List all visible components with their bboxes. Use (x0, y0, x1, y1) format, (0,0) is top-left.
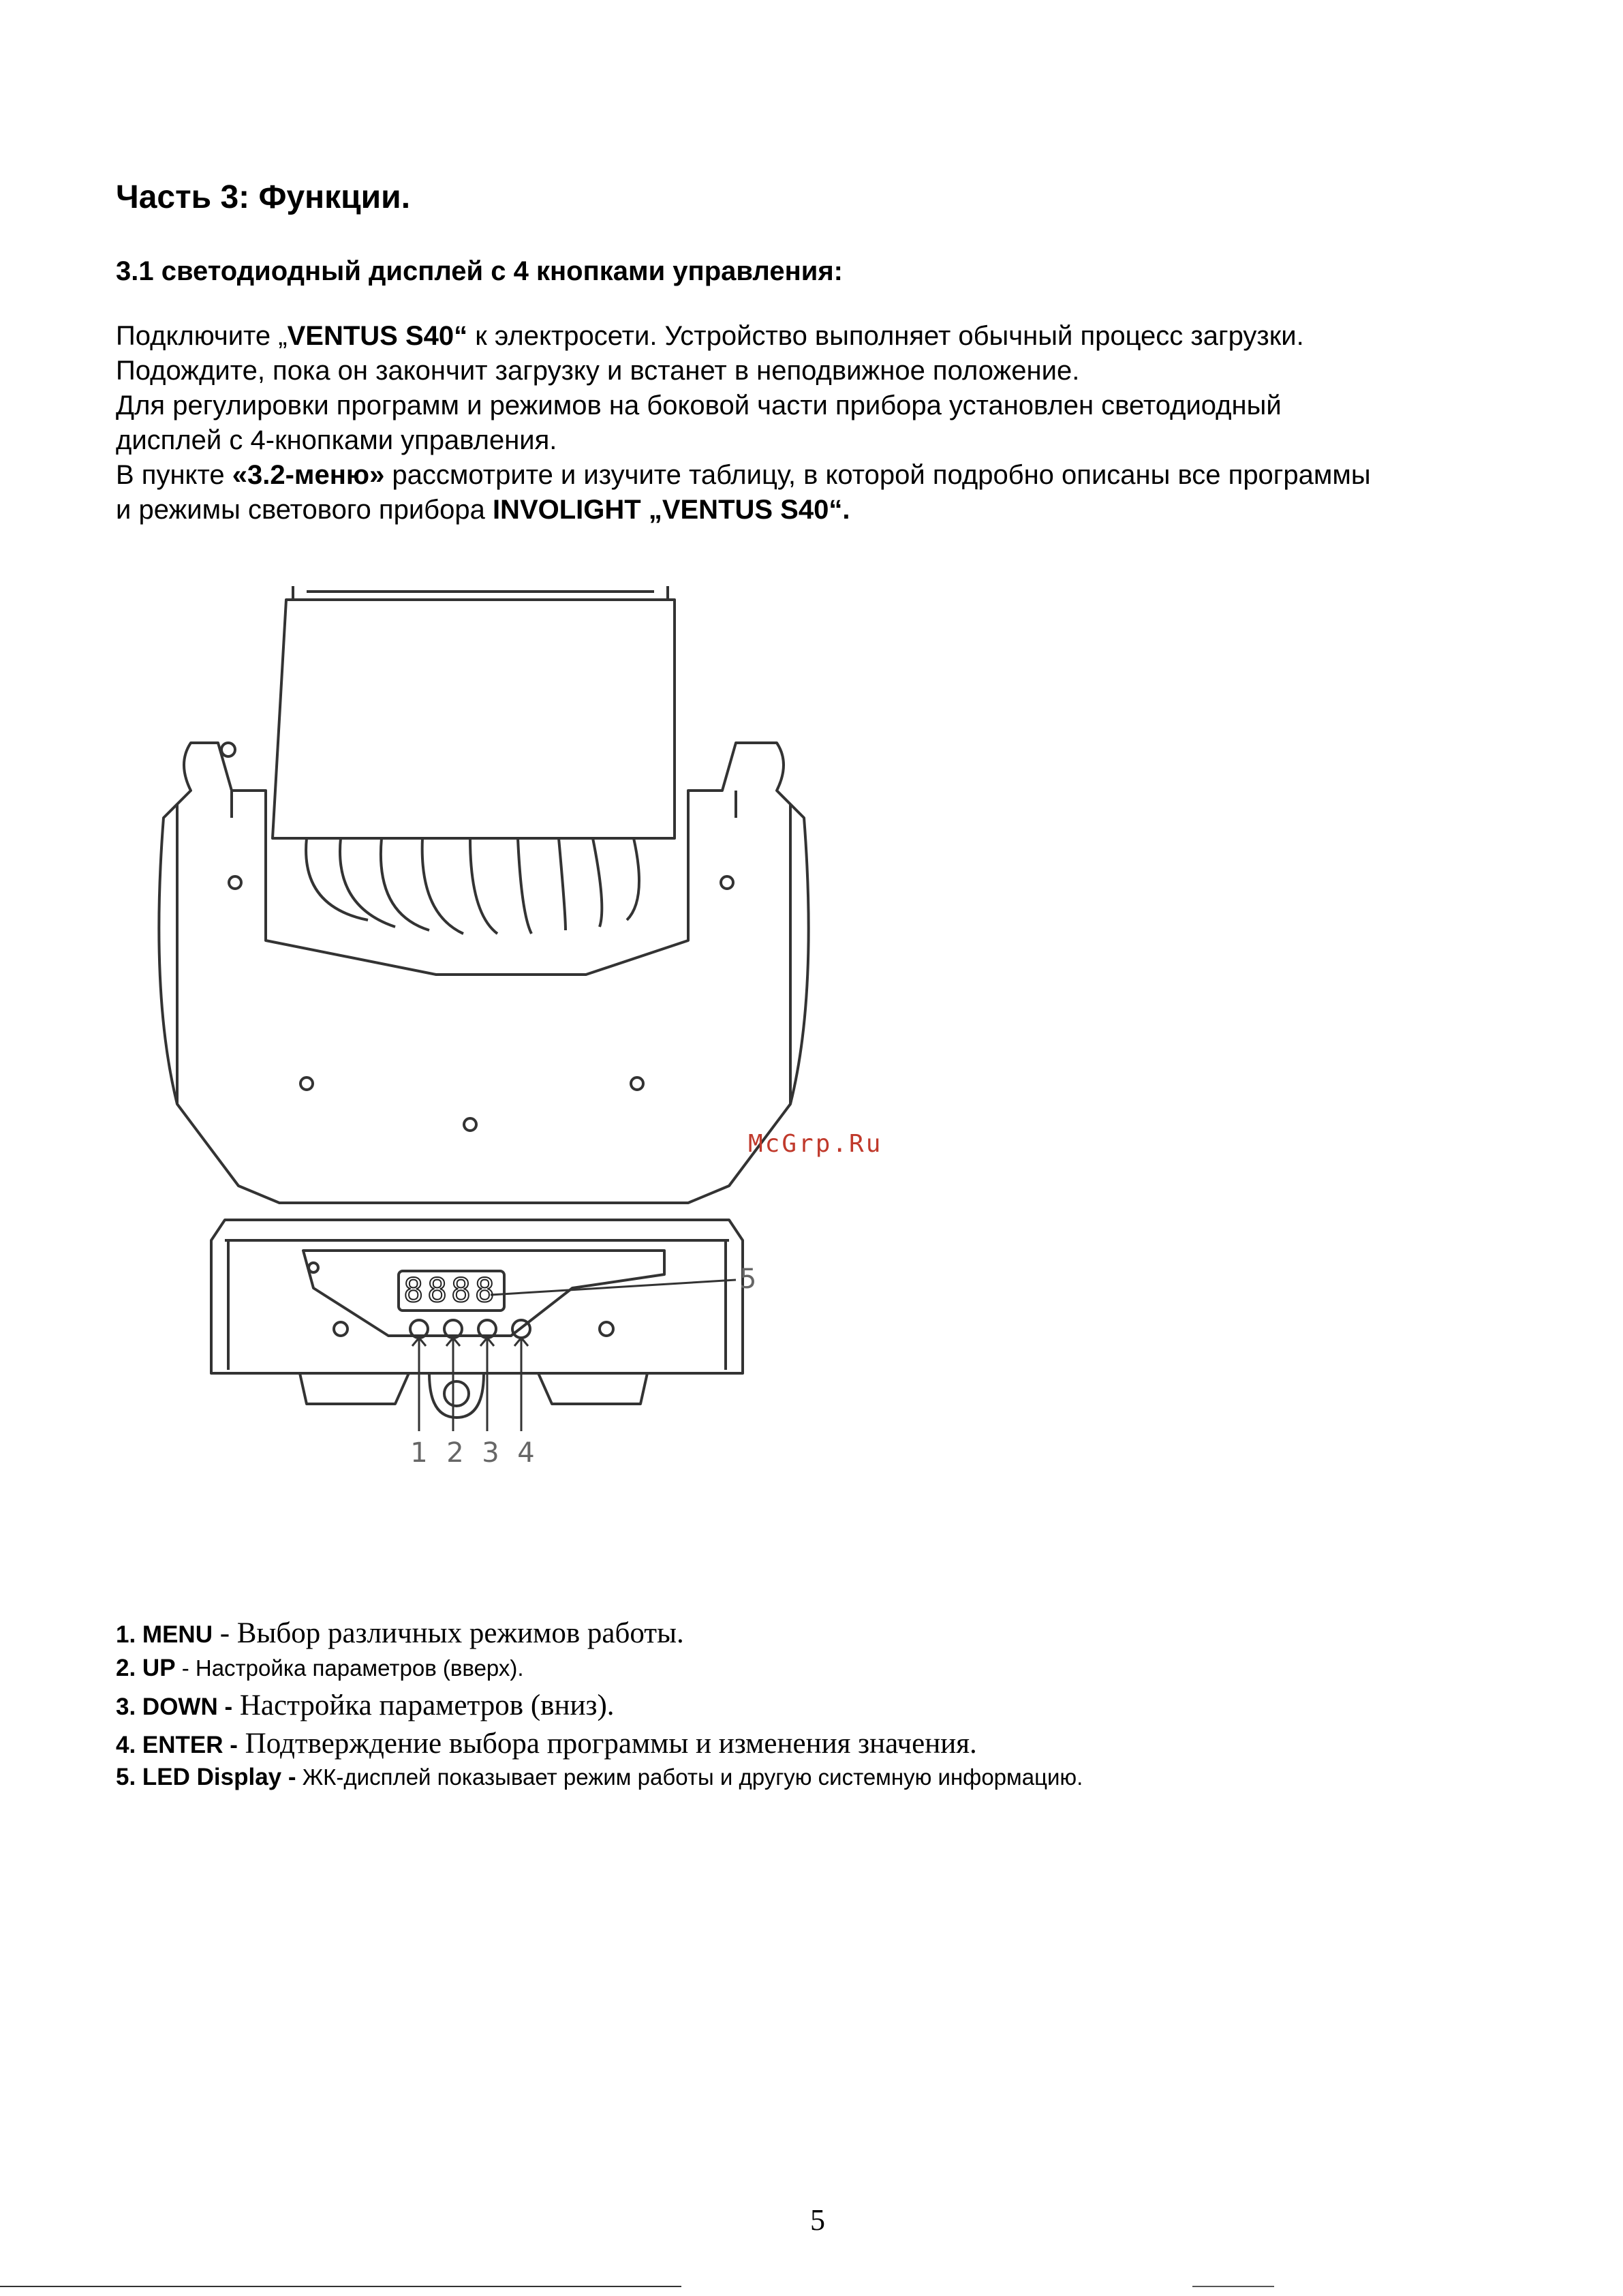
screw (300, 1077, 313, 1090)
footer-rule-right (1192, 2286, 1274, 2287)
screw (721, 876, 733, 889)
device-diagram (150, 586, 913, 1465)
legend-item-menu: 1. MENU - Выбор различных режимов работы. (116, 1617, 684, 1649)
callout-2-label: 2 (446, 1437, 464, 1465)
head-housing (273, 600, 675, 838)
callout-5-label: 5 (739, 1264, 757, 1295)
screw (221, 743, 235, 756)
page-title: Часть 3: Функции. (116, 179, 411, 215)
legend-item-up: 2. UP - Настройка параметров (вверх). (116, 1655, 524, 1681)
base-feet (300, 1373, 647, 1404)
callout-1-label: 1 (410, 1437, 428, 1465)
callout-4-label: 4 (517, 1437, 535, 1465)
display-digits: 8888 (403, 1272, 499, 1310)
intro-line-3: Для регулировки программ и режимов на боковой части прибора установлен светодиодный (116, 391, 1282, 420)
intro-line-2: Подождите, пока он закончит загрузку и встанет в неподвижное положение. (116, 356, 1080, 386)
section-title: 3.1 светодиодный дисплей с 4 кнопками управления: (116, 256, 843, 286)
legend-item-led-display: 5. LED Display - ЖК-дисплей показывает режим работы и другую системную информацию. (116, 1764, 1083, 1790)
legend-item-down: 3. DOWN - Настройка параметров (вниз). (116, 1689, 615, 1721)
intro-line-4: дисплей с 4-кнопками управления. (116, 425, 557, 455)
led-fins (306, 838, 639, 934)
product-name: VENTUS S40“ (287, 321, 468, 351)
screw (631, 1077, 643, 1090)
watermark: McGrp.Ru (748, 1130, 883, 1158)
screw (464, 1118, 476, 1131)
intro-line-6: и режимы светового прибора INVOLIGHT „VENTUS S40“. (116, 495, 850, 525)
page-number: 5 (810, 2203, 825, 2237)
intro-line-5: В пункте «3.2-меню» рассмотрите и изучите таблицу, в которой подробно описаны все программы (116, 460, 1371, 490)
brand-product-name: INVOLIGHT „VENTUS S40“. (492, 495, 850, 525)
callout-3-label: 3 (482, 1437, 499, 1465)
footer-rule (0, 2286, 681, 2287)
callout-lines (419, 1338, 521, 1431)
screw (229, 876, 241, 889)
moving-head-drawing (150, 586, 913, 1465)
legend-item-enter: 4. ENTER - Подтверждение выбора программы и изменения значения. (116, 1728, 977, 1760)
yoke-arm (159, 743, 808, 1203)
intro-line-1: Подключите „VENTUS S40“ к электросети. Устройство выполняет обычный процесс загрузки. (116, 321, 1304, 351)
menu-reference: «3.2-меню» (232, 460, 385, 490)
intro-paragraph (116, 319, 1547, 527)
